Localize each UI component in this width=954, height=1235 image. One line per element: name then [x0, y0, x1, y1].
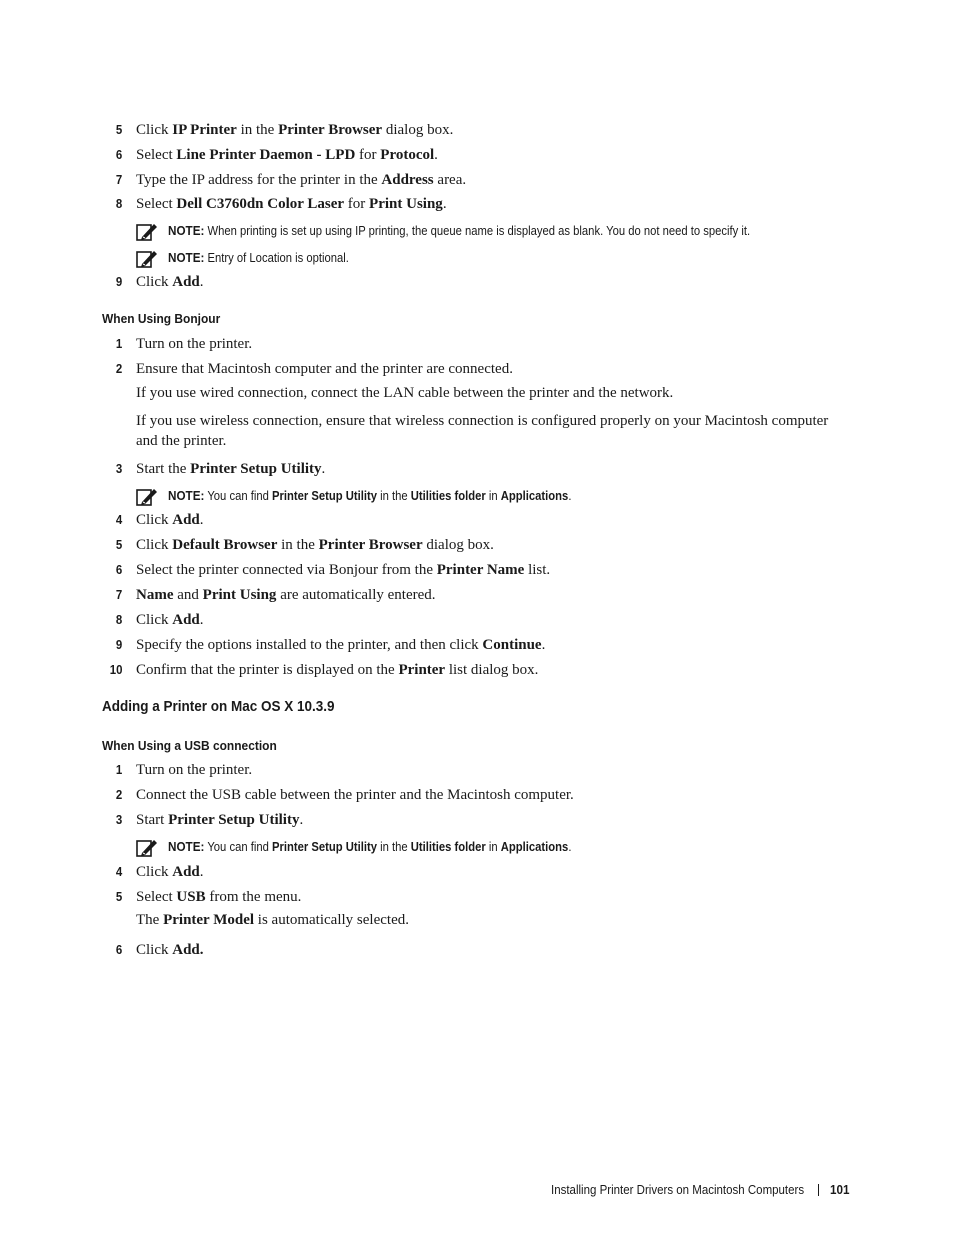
step-number: 10	[109, 662, 122, 677]
step-6	[0, 144, 954, 166]
paragraph: The Printer Model is automatically selected.	[136, 912, 409, 928]
step-number: 8	[115, 612, 122, 627]
footer-separator	[818, 1184, 819, 1196]
step-text: Turn on the printer.	[136, 762, 253, 778]
step-1	[0, 759, 954, 781]
step-9	[0, 634, 954, 656]
step-number: 3	[115, 461, 122, 476]
paragraph: If you use wireless connection, ensure that wireless connection is configured properly on your Macintosh computer and the printer.	[136, 413, 829, 449]
step-text: Turn on the printer.	[136, 336, 253, 352]
step-number: 5	[115, 122, 122, 137]
step-text: Select the printer connected via Bonjour from the Printer Name list.	[136, 562, 551, 578]
step-2	[0, 358, 954, 380]
paragraph: If you use wired connection, connect the LAN cable between the printer and the network.	[136, 385, 674, 401]
step-number: 5	[115, 537, 122, 552]
step-7	[0, 169, 954, 191]
step-text: Name and Print Using are automatically entered.	[136, 587, 436, 603]
step-text: Start Printer Setup Utility.	[136, 812, 304, 828]
footer-title: Installing Printer Drivers on Macintosh Computers	[550, 1183, 804, 1197]
step-8	[0, 193, 954, 215]
step-text: Click Add.	[136, 274, 204, 290]
step-number: 4	[115, 512, 122, 527]
step-text: Click Default Browser in the Printer Browser dialog box.	[136, 537, 494, 553]
step-7	[0, 584, 954, 606]
step-6	[0, 559, 954, 581]
step-4	[0, 509, 954, 531]
step-text: Ensure that Macintosh computer and the printer are connected.	[136, 361, 513, 377]
step-5	[0, 119, 954, 141]
step-number: 1	[115, 762, 122, 777]
page-number: 101	[830, 1182, 850, 1197]
note-text: NOTE: You can find Printer Setup Utility in the Utilities folder in Applications.	[168, 488, 572, 503]
subheading-bonjour: When Using Bonjour	[102, 311, 221, 326]
step-text: Select Dell C3760dn Color Laser for Print Using.	[136, 196, 447, 212]
step-text: Specify the options installed to the printer, and then click Continue.	[136, 637, 546, 653]
step-text: Click Add.	[136, 612, 204, 628]
step-2	[0, 784, 954, 806]
step-text: Connect the USB cable between the printer and the Macintosh computer.	[136, 787, 574, 803]
step-number: 3	[115, 812, 122, 827]
step-number: 8	[115, 196, 122, 211]
step-number: 7	[115, 172, 122, 187]
step-text: Click Add.	[136, 512, 204, 528]
step-number: 7	[115, 587, 122, 602]
step-number: 5	[115, 889, 122, 904]
note-pencil-icon	[136, 838, 158, 858]
step-text: Select USB from the menu.	[136, 889, 302, 905]
note	[136, 486, 856, 508]
step-text: Select Line Printer Daemon - LPD for Protocol.	[136, 147, 438, 163]
step-4	[0, 861, 954, 883]
step-number: 6	[115, 562, 122, 577]
step-1	[0, 333, 954, 355]
page-footer	[0, 1180, 954, 1200]
note	[136, 248, 856, 270]
note-text: NOTE: When printing is set up using IP printing, the queue name is displayed as blank. You do not need to specify it.	[168, 223, 751, 238]
note-text: NOTE: Entry of Location is optional.	[168, 250, 349, 265]
step-text: Confirm that the printer is displayed on the Printer list dialog box.	[136, 662, 539, 678]
step-text: Click Add.	[136, 864, 204, 880]
note	[136, 837, 856, 859]
step-text: Click IP Printer in the Printer Browser dialog box.	[136, 122, 454, 138]
step-text: Type the IP address for the printer in the Address area.	[136, 172, 467, 188]
step-text: Click Add.	[136, 942, 204, 958]
step-number: 2	[115, 361, 122, 376]
section-heading: Adding a Printer on Mac OS X 10.3.9	[102, 698, 335, 715]
step-number: 9	[115, 637, 122, 652]
step-10	[0, 659, 954, 681]
step-8	[0, 609, 954, 631]
step-9	[0, 271, 954, 293]
step-number: 2	[115, 787, 122, 802]
note-pencil-icon	[136, 249, 158, 269]
note-pencil-icon	[136, 222, 158, 242]
step-text: Start the Printer Setup Utility.	[136, 461, 326, 477]
step-5	[0, 534, 954, 556]
step-3	[0, 809, 954, 831]
note-pencil-icon	[136, 487, 158, 507]
step-6	[0, 939, 954, 961]
note	[136, 221, 856, 243]
step-number: 6	[115, 147, 122, 162]
step-number: 1	[115, 336, 122, 351]
subheading-usb: When Using a USB connection	[102, 738, 277, 753]
note-text: NOTE: You can find Printer Setup Utility in the Utilities folder in Applications.	[168, 839, 572, 854]
step-number: 9	[115, 274, 122, 289]
step-number: 6	[115, 942, 122, 957]
step-number: 4	[115, 864, 122, 879]
step-3	[0, 458, 954, 480]
step-5	[0, 886, 954, 908]
